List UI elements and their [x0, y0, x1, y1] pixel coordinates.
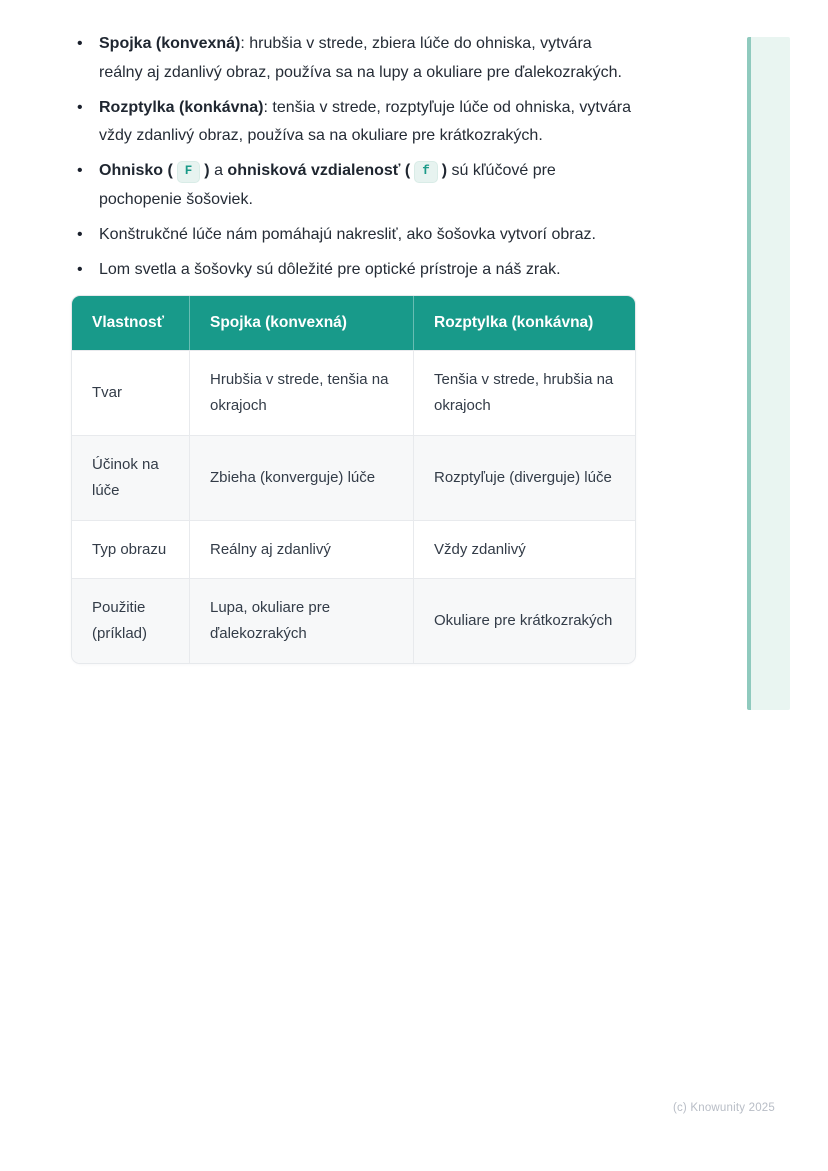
- list-item-text: [99, 94, 638, 152]
- text-segment: ohnisková vzdialenosť (: [227, 162, 411, 180]
- table-row: [72, 435, 635, 520]
- text-segment: a: [209, 162, 228, 180]
- row-label-cell: Typ obrazu: [72, 520, 190, 579]
- bullet-icon: •: [77, 260, 83, 278]
- comparison-table-container: [72, 296, 635, 663]
- table-cell: Zbieha (konverguje) lúče: [190, 435, 414, 520]
- bullet-icon: •: [77, 35, 83, 52]
- focus-symbol-badge: f: [414, 161, 438, 182]
- notes-content: [72, 30, 638, 663]
- text-segment: ): [441, 162, 448, 180]
- bullet-list: [72, 30, 638, 284]
- table-cell: Reálny aj zdanlivý: [190, 520, 414, 579]
- text-segment: sú kľúčové pre pochopenie šošoviek.: [99, 162, 556, 208]
- row-label-cell: Tvar: [72, 350, 190, 435]
- list-item-text: [99, 30, 638, 88]
- table-header-cell: Vlastnosť: [72, 296, 190, 350]
- text-segment: Spojka (konvexná): [99, 35, 241, 52]
- table-row: [72, 520, 635, 579]
- table-cell: Lupa, okuliare pre ďalekozrakých: [190, 578, 414, 663]
- table-header-cell: Rozptylka (konkávna): [414, 296, 635, 350]
- table-cell: Tenšia v strede, hrubšia na okrajoch: [414, 350, 635, 435]
- text-segment: Rozptylka (konkávna): [99, 98, 264, 116]
- table-row: [72, 578, 635, 663]
- right-highlight-bar: [747, 37, 790, 710]
- text-segment: ): [204, 162, 210, 180]
- table-cell: Vždy zdanlivý: [414, 520, 635, 579]
- text-segment: : hrubšia v strede, zbiera lúče do ohniska, vytvára reálny aj zdanlivý obraz, používa sa na lupy a okuliare pre ďalekozrakých.: [99, 35, 622, 81]
- table-cell: Okuliare pre krátkozrakých: [414, 578, 635, 663]
- focus-symbol-badge: F: [177, 161, 201, 182]
- list-item: [72, 157, 638, 215]
- text-segment: : tenšia v strede, rozptyľuje lúče od ohniska, vytvára vždy zdanlivý obraz, používa sa na okuliare pre krátkozrakých.: [99, 98, 631, 145]
- list-item: [72, 221, 638, 250]
- list-item-text: [99, 256, 638, 285]
- table-header-cell: Spojka (konvexná): [190, 296, 414, 350]
- list-item-text: [99, 157, 638, 215]
- bullet-icon: •: [77, 98, 83, 116]
- list-item: [72, 256, 638, 285]
- bullet-icon: •: [77, 162, 83, 180]
- text-segment: Lom svetla a šošovky sú dôležité pre optické prístroje a náš zrak.: [99, 260, 561, 278]
- table-row: [72, 350, 635, 435]
- row-label-cell: Použitie (príklad): [72, 578, 190, 663]
- bullet-icon: •: [77, 225, 83, 243]
- text-segment: Konštrukčné lúče nám pomáhajú nakresliť, ako šošovka vytvorí obraz.: [99, 225, 596, 243]
- comparison-table: [72, 296, 635, 663]
- table-cell: Rozptyľuje (diverguje) lúče: [414, 435, 635, 520]
- list-item: [72, 94, 638, 152]
- table-cell: Hrubšia v strede, tenšia na okrajoch: [190, 350, 414, 435]
- list-item-text: [99, 221, 638, 250]
- copyright-text: (c) Knowunity 2025: [672, 1102, 775, 1114]
- table-header-row: [72, 296, 635, 350]
- text-segment: Ohnisko (: [99, 162, 173, 180]
- list-item: [72, 30, 638, 88]
- row-label-cell: Účinok na lúče: [72, 435, 190, 520]
